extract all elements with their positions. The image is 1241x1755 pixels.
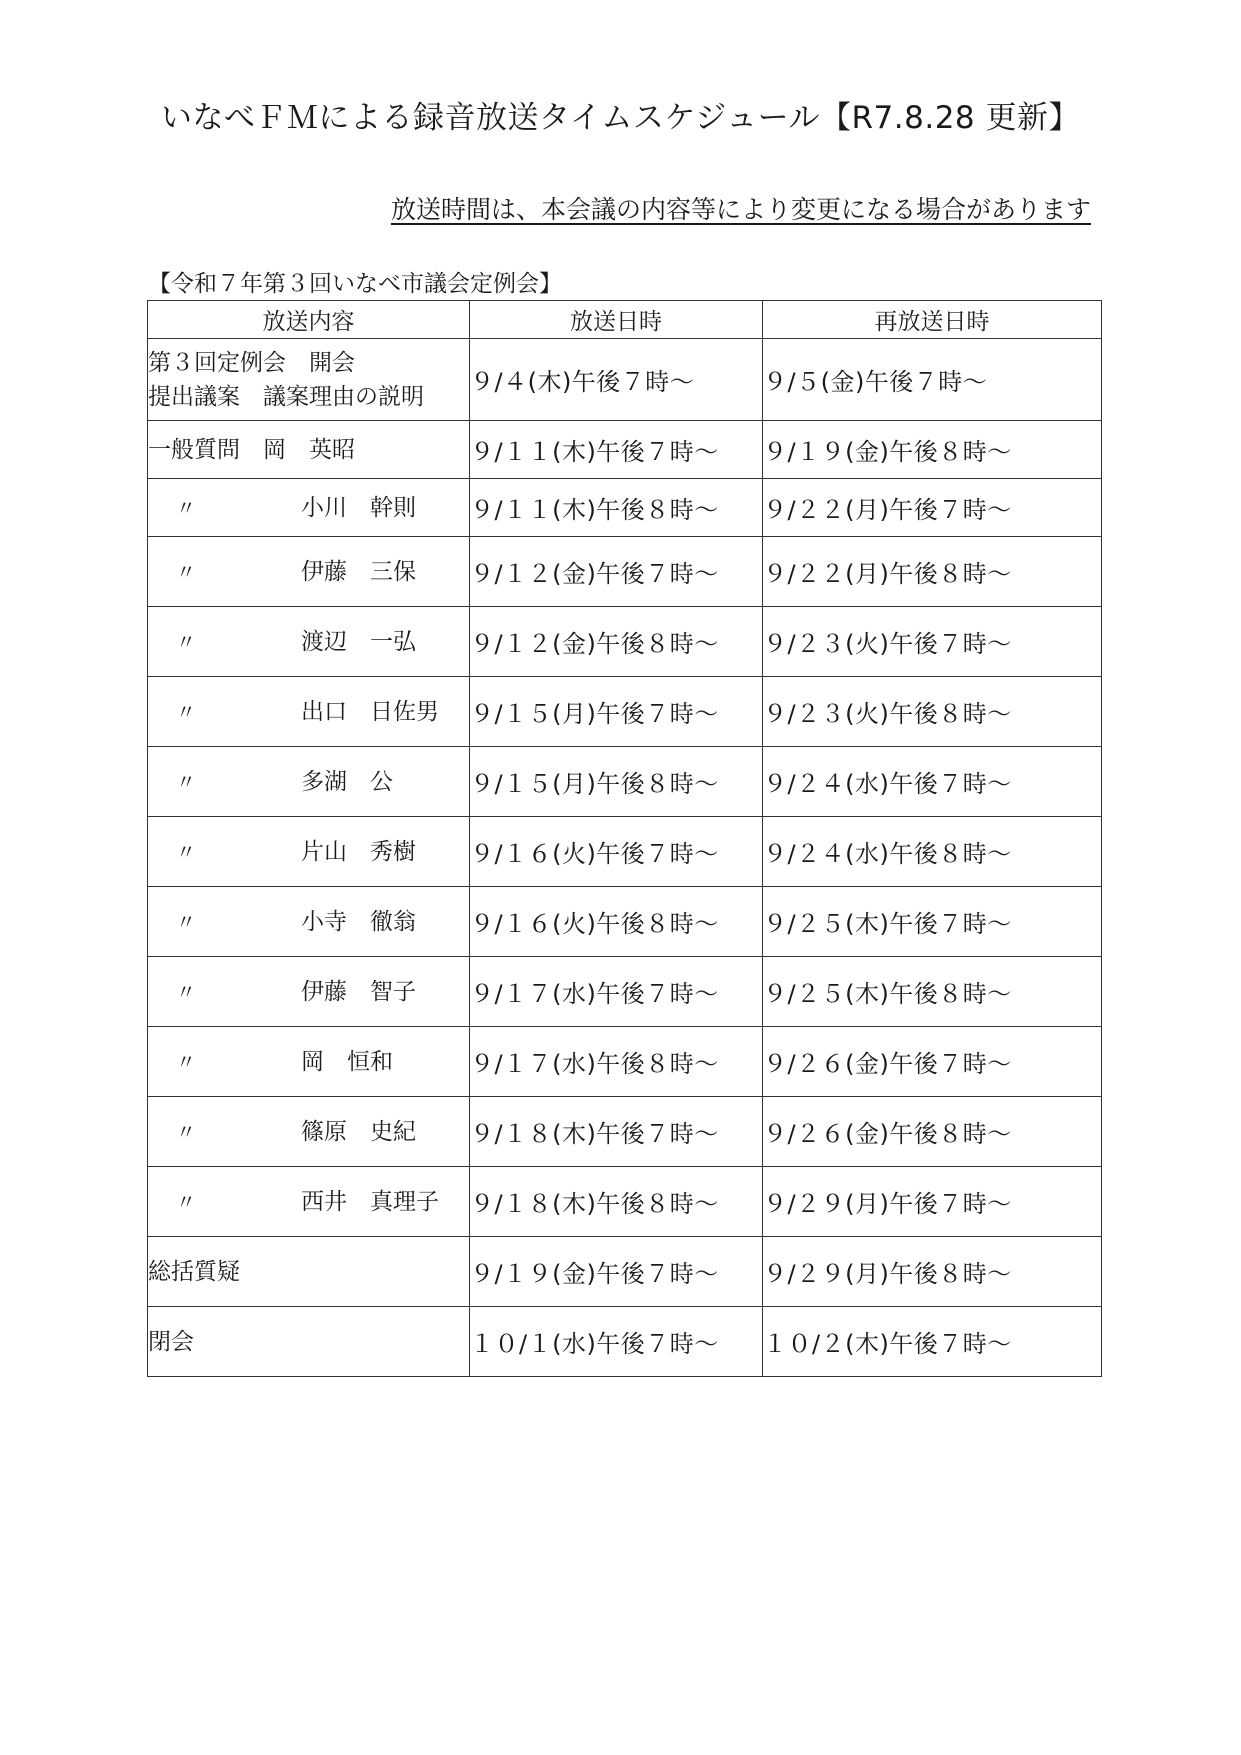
broadcast-time-cell: ９/１６(火)午後８時～	[470, 887, 763, 957]
broadcast-time-cell: ９/１２(金)午後８時～	[470, 607, 763, 677]
broadcast-time-cell: ９/１６(火)午後７時～	[470, 817, 763, 887]
ditto-mark: 〃	[176, 839, 196, 864]
content-cell	[148, 1027, 470, 1097]
rebroadcast-time-cell: ９/２５(木)午後８時～	[763, 957, 1102, 1027]
broadcast-time-cell: ９/１５(月)午後８時～	[470, 747, 763, 817]
header-content: 放送内容	[148, 301, 470, 339]
rebroadcast-time-cell: ９/２５(木)午後７時～	[763, 887, 1102, 957]
content-line: 第３回定例会 開会	[148, 349, 355, 376]
table-row	[148, 479, 1102, 537]
table-row	[148, 1307, 1102, 1377]
speaker-name: 出口 日佐男	[301, 698, 439, 725]
ditto-mark: 〃	[176, 629, 196, 654]
content-cell	[148, 339, 470, 421]
rebroadcast-time-cell: ９/２６(金)午後８時～	[763, 1097, 1102, 1167]
content-cell	[148, 1167, 470, 1237]
speaker-name: 渡辺 一弘	[301, 628, 416, 655]
broadcast-time-cell: ９/１８(木)午後７時～	[470, 1097, 763, 1167]
table-row	[148, 677, 1102, 747]
rebroadcast-time-cell: ９/２９(月)午後８時～	[763, 1237, 1102, 1307]
ditto-mark: 〃	[176, 1119, 196, 1144]
header-broadcast-time: 放送日時	[470, 301, 763, 339]
rebroadcast-time-cell: ９/２３(火)午後８時～	[763, 677, 1102, 747]
document-title: いなべＦＭによる録音放送タイムスケジュール【R7.8.28 更新】	[160, 100, 1080, 136]
broadcast-time-cell: ９/１１(木)午後８時～	[470, 479, 763, 537]
content-cell	[148, 957, 470, 1027]
table-row	[148, 339, 1102, 421]
broadcast-time-cell: ９/１２(金)午後７時～	[470, 537, 763, 607]
speaker-name: 片山 秀樹	[301, 838, 416, 865]
rebroadcast-time-cell: １０/２(木)午後７時～	[763, 1307, 1102, 1377]
content-cell: 閉会	[148, 1307, 470, 1377]
table-row	[148, 817, 1102, 887]
speaker-name: 小川 幹則	[301, 494, 416, 521]
ditto-mark: 〃	[176, 699, 196, 724]
table-row	[148, 537, 1102, 607]
rebroadcast-time-cell: ９/２６(金)午後７時～	[763, 1027, 1102, 1097]
ditto-mark: 〃	[176, 909, 196, 934]
header-rebroadcast-time: 再放送日時	[763, 301, 1102, 339]
table-row	[148, 957, 1102, 1027]
table-row	[148, 1027, 1102, 1097]
broadcast-schedule-table	[147, 300, 1102, 1377]
rebroadcast-time-cell: ９/２９(月)午後７時～	[763, 1167, 1102, 1237]
ditto-mark: 〃	[176, 495, 196, 520]
table-row	[148, 747, 1102, 817]
ditto-mark: 〃	[176, 1049, 196, 1074]
rebroadcast-time-cell: ９/５(金)午後７時～	[763, 339, 1102, 421]
speaker-name: 西井 真理子	[301, 1188, 439, 1215]
ditto-mark: 〃	[176, 1189, 196, 1214]
content-cell: 一般質問 岡 英昭	[148, 421, 470, 479]
content-cell	[148, 537, 470, 607]
ditto-mark: 〃	[176, 769, 196, 794]
table-row	[148, 1237, 1102, 1307]
ditto-mark: 〃	[176, 559, 196, 584]
rebroadcast-time-cell: ９/２３(火)午後７時～	[763, 607, 1102, 677]
ditto-mark: 〃	[176, 979, 196, 1004]
broadcast-time-cell: ９/１１(木)午後７時～	[470, 421, 763, 479]
speaker-name: 伊藤 智子	[301, 978, 416, 1005]
content-cell	[148, 479, 470, 537]
rebroadcast-time-cell: ９/１９(金)午後８時～	[763, 421, 1102, 479]
content-cell	[148, 817, 470, 887]
speaker-name: 伊藤 三保	[301, 558, 416, 585]
schedule-change-notice: 放送時間は、本会議の内容等により変更になる場合があります	[390, 195, 1091, 224]
content-cell: 総括質疑	[148, 1237, 470, 1307]
speaker-name: 篠原 史紀	[301, 1118, 416, 1145]
content-cell	[148, 1097, 470, 1167]
broadcast-time-cell: １０/１(水)午後７時～	[470, 1307, 763, 1377]
broadcast-time-cell: ９/１５(月)午後７時～	[470, 677, 763, 747]
broadcast-time-cell: ９/１７(水)午後８時～	[470, 1027, 763, 1097]
rebroadcast-time-cell: ９/２２(月)午後８時～	[763, 537, 1102, 607]
rebroadcast-time-cell: ９/２２(月)午後７時～	[763, 479, 1102, 537]
speaker-name: 岡 恒和	[301, 1048, 393, 1075]
broadcast-time-cell: ９/１８(木)午後８時～	[470, 1167, 763, 1237]
table-row	[148, 421, 1102, 479]
content-cell	[148, 887, 470, 957]
table-row	[148, 887, 1102, 957]
broadcast-time-cell: ９/１７(水)午後７時～	[470, 957, 763, 1027]
session-name: 【令和７年第３回いなべ市議会定例会】	[148, 271, 562, 297]
rebroadcast-time-cell: ９/２４(水)午後７時～	[763, 747, 1102, 817]
speaker-name: 小寺 徹翁	[301, 908, 416, 935]
speaker-name: 多湖 公	[301, 768, 393, 795]
content-line: 提出議案 議案理由の説明	[148, 383, 424, 410]
broadcast-time-cell: ９/４(木)午後７時～	[470, 339, 763, 421]
table-row	[148, 1167, 1102, 1237]
table-header-row	[148, 301, 1102, 339]
content-cell	[148, 607, 470, 677]
table-row	[148, 1097, 1102, 1167]
content-cell	[148, 677, 470, 747]
content-cell	[148, 747, 470, 817]
rebroadcast-time-cell: ９/２４(水)午後８時～	[763, 817, 1102, 887]
broadcast-time-cell: ９/１９(金)午後７時～	[470, 1237, 763, 1307]
table-row	[148, 607, 1102, 677]
